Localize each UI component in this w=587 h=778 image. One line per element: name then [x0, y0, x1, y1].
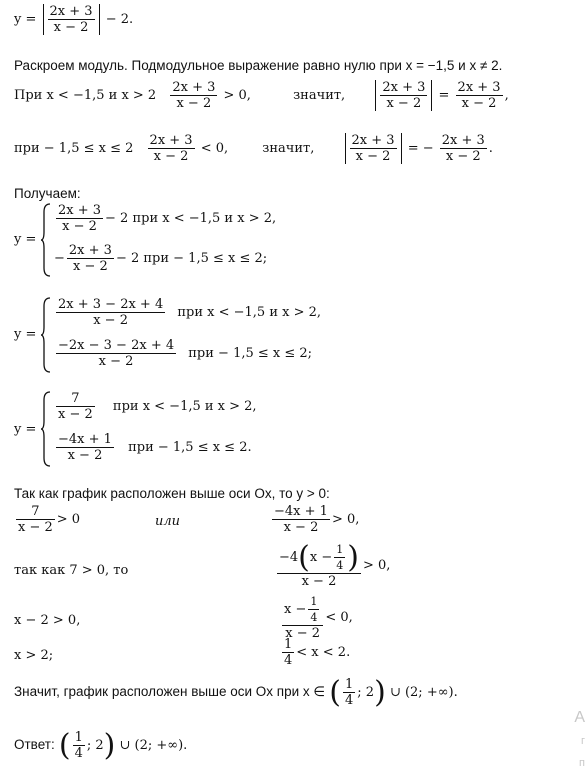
system-1-y: y = [14, 232, 37, 247]
system-3-y: y = [14, 422, 37, 437]
x-greater-two: x > 2; [14, 648, 54, 663]
system-2-y: y = [14, 327, 37, 342]
positivity-condition: Так как график расположен выше оси Ox, то y > 0: [14, 486, 330, 501]
fraction: $\frac{2x + 3}{x - 2}$ [49, 4, 93, 35]
since-seven-positive: так как 7 > 0, то [14, 563, 129, 578]
case-negative: при − 1,5 ≤ x ≤ 2 $\frac{2x + 3}{x - 2}$ < 0, значит, $\frac{2x + 3}{x - 2}$ = − $\frac{2x + 3}{x - 2}$ . [14, 133, 493, 164]
inequality-left: $\frac{7}{x - 2}$ > 0 [18, 504, 81, 535]
system-1-case-1: $\frac{2x + 3}{x - 2}$ − 2 при x < −1,5 и x > 2, [58, 203, 277, 234]
intro-text: Раскроем модуль. Подмодульное выражение равно нулю при x = −1,5 и x ≠ 2. [14, 58, 503, 73]
system-3-brace [40, 390, 52, 468]
system-3-case-1: $\frac{7}{x - 2}$ при x < −1,5 и x > 2, [58, 391, 257, 422]
inequality-reduced: x − $\frac{1}{4}$ x − 2 < 0, [284, 595, 353, 641]
result-label: Получаем: [14, 186, 81, 201]
denominator-positive: x − 2 > 0, [14, 613, 81, 628]
inequality-right: $\frac{-4x + 1}{x - 2}$ > 0, [274, 504, 360, 535]
inequality-factored: −4(x − $\frac{1}{4}$ ) x − 2 > 0, [279, 539, 391, 589]
conclusion-line: Значит, график расположен выше оси Ox при x ∈ ( $\frac{1}{4}$ ; 2) ∪ (2; +∞). [14, 674, 458, 710]
system-1-brace [40, 202, 52, 278]
system-2-brace [40, 296, 52, 374]
answer-line: Ответ: ( $\frac{1}{4}$ ; 2) ∪ (2; +∞). [14, 727, 188, 763]
watermark-fragment: A [574, 709, 585, 726]
absolute-value [43, 4, 100, 35]
system-2-case-1: $\frac{2x + 3 - 2x + 4}{x - 2}$ при x < −1,5 и x > 2, [58, 297, 322, 328]
case-positive: При x < −1,5 и x > 2 $\frac{2x + 3}{x - 2}$ > 0, значит, $\frac{2x + 3}{x - 2}$ = $\frac{2x + 3}{x - 2}$ , [14, 80, 509, 111]
or-word: или [155, 514, 181, 529]
watermark-fragment: г [580, 735, 585, 747]
interval-result: $\frac{1}{4}$ < x < 2. [284, 637, 351, 668]
system-3-case-2: $\frac{-4x + 1}{x - 2}$ при − 1,5 ≤ x ≤ 2. [58, 432, 252, 463]
system-2-case-2: $\frac{-2x - 3 - 2x + 4}{x - 2}$ при − 1,5 ≤ x ≤ 2; [58, 338, 313, 369]
watermark-fragment: п [579, 757, 585, 769]
system-1-case-2: − $\frac{2x + 3}{x - 2}$ − 2 при − 1,5 ≤ x ≤ 2; [54, 243, 268, 274]
definition-line: y = $\frac{2x + 3}{x - 2}$ − 2. [14, 4, 134, 35]
